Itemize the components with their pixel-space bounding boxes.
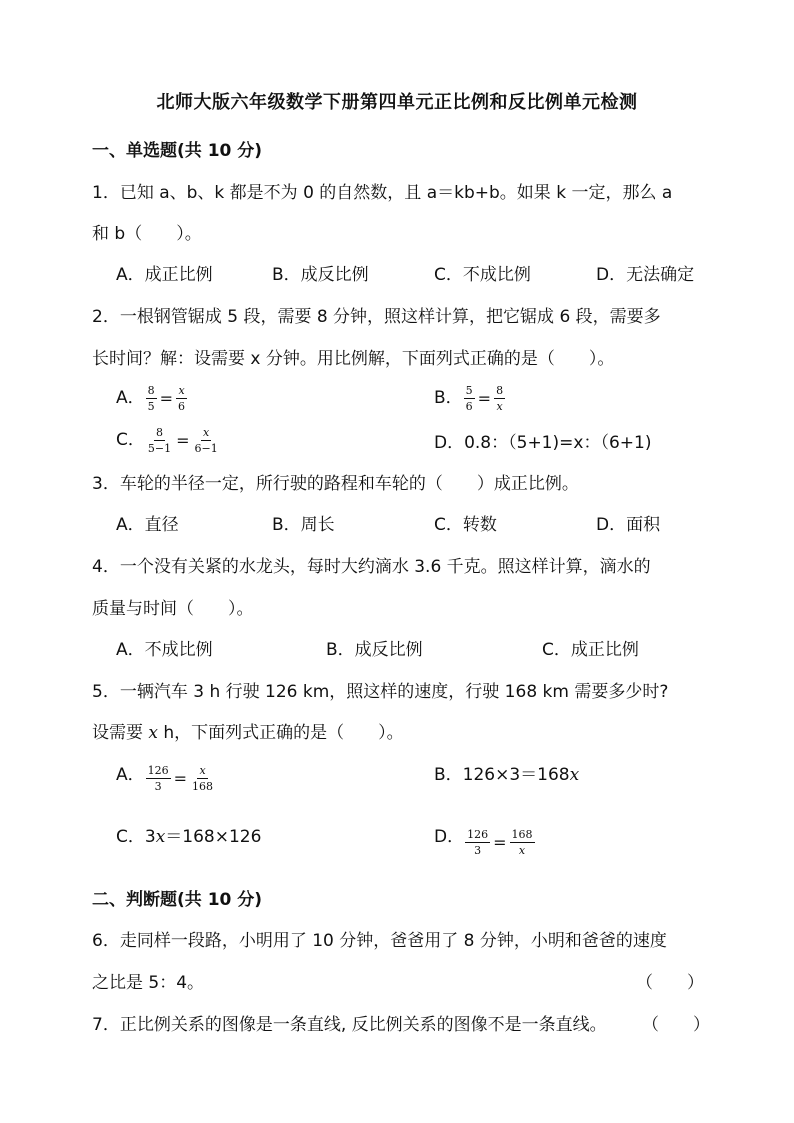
numerator: x bbox=[178, 383, 185, 397]
text-segment: h，下面列式正确的是（ ）。 bbox=[158, 723, 404, 743]
question-2-text-cont: 长时间？解：设需要 x 分钟。用比例解，下面列式正确的是（ ）。 bbox=[92, 349, 615, 369]
denominator: 6−1 bbox=[194, 441, 218, 455]
option-label: D． bbox=[434, 827, 465, 847]
equals-sign: = bbox=[477, 388, 492, 408]
denominator: x bbox=[496, 399, 503, 413]
fraction-left bbox=[146, 384, 157, 413]
fraction-left bbox=[464, 384, 475, 413]
denominator: 3 bbox=[474, 844, 482, 857]
denominator: 6 bbox=[178, 399, 186, 413]
question-4-option-a: A．不成比例 bbox=[116, 640, 213, 660]
question-4-option-c: C．成正比例 bbox=[542, 640, 639, 660]
numerator: 126 bbox=[147, 764, 169, 777]
question-1-option-a: A．成正比例 bbox=[116, 265, 213, 285]
equals-sign: = bbox=[493, 833, 507, 852]
option-label: A． bbox=[116, 765, 145, 785]
fraction-right bbox=[176, 384, 187, 413]
option-label: C． bbox=[116, 430, 145, 450]
denominator: 3 bbox=[154, 780, 162, 793]
question-4-option-b: B．成反比例 bbox=[326, 640, 423, 660]
question-2-option-b bbox=[434, 383, 506, 413]
fraction-right bbox=[494, 384, 505, 413]
question-4-text: 4．一个没有关紧的水龙头，每时大约滴水 3.6 千克。照这样计算，滴水的 bbox=[92, 557, 651, 577]
question-2-text: 2．一根钢管锯成 5 段，需要 8 分钟，照这样计算，把它锯成 6 段，需要多 bbox=[92, 307, 661, 327]
section-heading-true-false: 二、判断题(共 10 分) bbox=[92, 890, 263, 910]
question-2-option-c bbox=[116, 425, 221, 455]
question-1-text: 1．已知 a、b、k 都是不为 0 的自然数，且 a＝kb+b。如果 k 一定，那么 a bbox=[92, 183, 673, 203]
fraction-right bbox=[193, 426, 220, 455]
text-segment: ＝168×126 bbox=[165, 827, 262, 847]
question-5-text: 5．一辆汽车 3 h 行驶 126 km，照这样的速度，行驶 168 km 需要多少时? bbox=[92, 682, 669, 702]
fraction-left bbox=[146, 426, 173, 455]
text-segment: C．3 bbox=[116, 827, 156, 847]
variable-x: x bbox=[155, 827, 166, 847]
numerator: x bbox=[199, 764, 206, 777]
variable-x: x bbox=[569, 765, 580, 785]
question-3-option-a: A．直径 bbox=[116, 515, 179, 535]
numerator: x bbox=[203, 425, 210, 439]
question-7-text: 7．正比例关系的图像是一条直线, 反比例关系的图像不是一条直线。 bbox=[92, 1015, 607, 1035]
question-5-option-d bbox=[434, 822, 536, 857]
question-1-option-d: D．无法确定 bbox=[596, 265, 695, 285]
numerator: 8 bbox=[147, 383, 155, 397]
variable-x: x bbox=[148, 723, 158, 743]
question-2-option-a bbox=[116, 383, 188, 413]
text-segment: B．126×3＝168 bbox=[434, 765, 570, 785]
question-6-text: 6．走同样一段路，小明用了 10 分钟，爸爸用了 8 分钟，小明和爸爸的速度 bbox=[92, 931, 667, 951]
fraction-right bbox=[190, 764, 215, 793]
question-1-option-c: C．不成比例 bbox=[434, 265, 531, 285]
question-1-option-b: B．成反比例 bbox=[272, 265, 369, 285]
answer-parentheses: （ ） bbox=[642, 1015, 710, 1035]
numerator: 5 bbox=[465, 383, 473, 397]
equals-sign: = bbox=[159, 388, 174, 408]
option-label: B． bbox=[434, 388, 463, 408]
question-3-option-b: B．周长 bbox=[272, 515, 335, 535]
numerator: 8 bbox=[155, 425, 163, 439]
numerator: 8 bbox=[496, 383, 504, 397]
question-6-text-cont: 之比是 5：4。 bbox=[92, 973, 205, 993]
denominator: x bbox=[518, 844, 526, 857]
denominator: 5−1 bbox=[147, 441, 172, 455]
fraction-right bbox=[510, 828, 535, 857]
question-3-option-c: C．转数 bbox=[434, 515, 497, 535]
numerator: 168 bbox=[511, 828, 533, 841]
question-5-option-c bbox=[116, 822, 261, 847]
fraction-left bbox=[146, 764, 171, 793]
question-5-option-b bbox=[434, 760, 579, 785]
page-title: 北师大版六年级数学下册第四单元正比例和反比例单元检测 bbox=[156, 92, 638, 113]
question-4-text-cont: 质量与时间（ ）。 bbox=[92, 599, 254, 619]
section-heading-single-choice: 一、单选题(共 10 分) bbox=[92, 141, 263, 161]
denominator: 6 bbox=[465, 399, 473, 413]
question-5-option-a bbox=[116, 760, 216, 793]
text-segment: 设需要 bbox=[92, 723, 143, 743]
question-3-text: 3．车轮的半径一定，所行驶的路程和车轮的（ ）成正比例。 bbox=[92, 474, 579, 494]
question-2-option-d: D．0.8：（5+1)=x：（6+1) bbox=[434, 433, 652, 453]
question-3-option-d: D．面积 bbox=[596, 515, 661, 535]
denominator: 168 bbox=[192, 780, 214, 793]
equals-sign: = bbox=[173, 769, 188, 788]
option-label: A． bbox=[116, 388, 145, 408]
equals-sign: = bbox=[176, 430, 190, 450]
fraction-left bbox=[465, 828, 490, 857]
question-5-text-cont bbox=[92, 718, 404, 743]
question-1-text-cont: 和 b（ ）。 bbox=[92, 224, 202, 244]
numerator: 126 bbox=[467, 828, 489, 841]
answer-parentheses: （ ） bbox=[636, 973, 704, 993]
denominator: 5 bbox=[147, 399, 155, 413]
